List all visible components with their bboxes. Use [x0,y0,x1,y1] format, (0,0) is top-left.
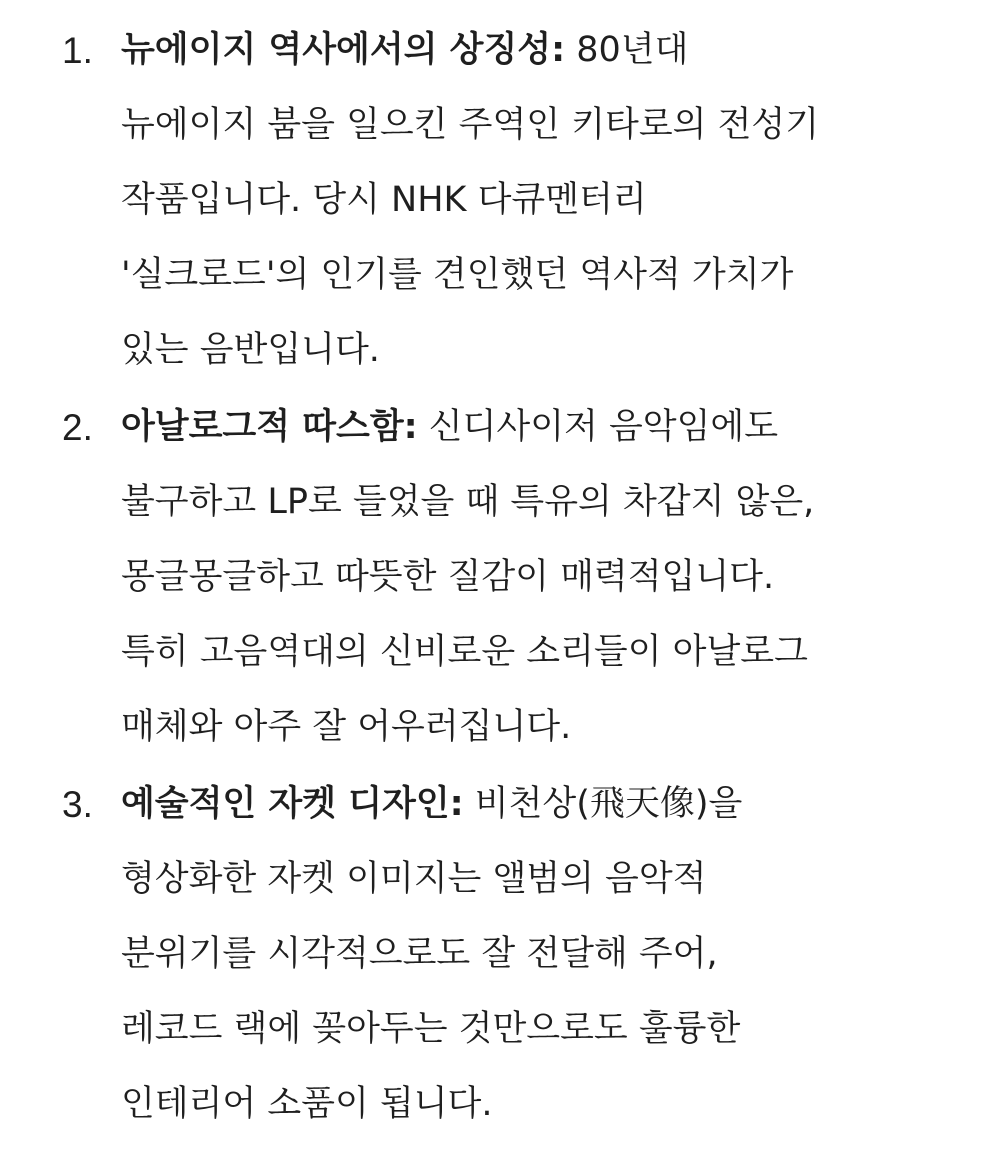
item-first-line [121,781,742,828]
item-text: 80년대 [565,30,689,70]
item-text: 비천상(飛天像)을 [463,784,743,824]
item-line: 작품입니다. 당시 NHK 다큐멘터리 [121,180,647,220]
item-first-line [121,404,778,451]
item-line: 몽글몽글하고 따뜻한 질감이 매력적입니다. [121,557,775,597]
item-line: 있는 음반입니다. [121,330,380,370]
item-text: 신디사이저 음악임에도 [417,407,779,447]
item-number: 2. [62,407,93,448]
item-line: '실크로드'의 인기를 견인했던 역사적 가치가 [121,255,794,295]
item-line: 불구하고 LP로 들었을 때 특유의 차갑지 않은, [121,482,815,522]
item-number: 3. [62,784,93,825]
item-line: 형상화한 자켓 이미지는 앨범의 음악적 [121,859,707,899]
item-number: 1. [62,30,93,71]
item-first-line [121,27,688,74]
item-title: 예술적인 자켓 디자인: [121,784,464,824]
item-line: 특히 고음역대의 신비로운 소리들이 아날로그 [121,632,808,672]
item-line: 뉴에이지 붐을 일으킨 주역인 키타로의 전성기 [121,105,820,145]
item-title: 아날로그적 따스함: [121,407,418,447]
item-title: 뉴에이지 역사에서의 상징성: [121,30,566,70]
item-line: 매체와 아주 잘 어우러집니다. [121,707,572,747]
item-line: 인테리어 소품이 됩니다. [121,1084,493,1124]
item-line: 레코드 랙에 꽂아두는 것만으로도 훌륭한 [121,1009,741,1049]
item-line: 분위기를 시각적으로도 잘 전달해 주어, [121,934,718,974]
